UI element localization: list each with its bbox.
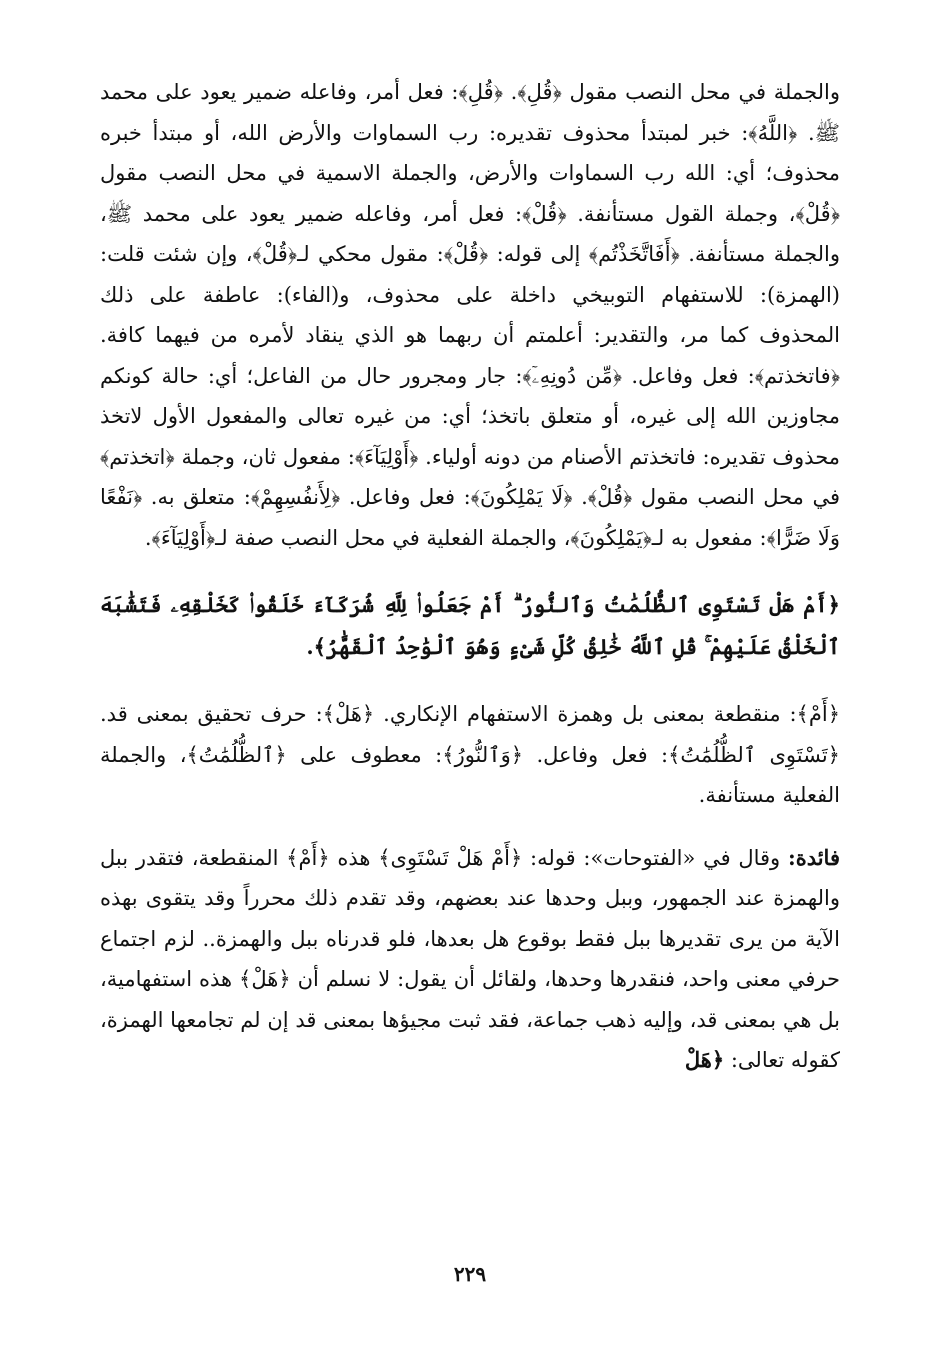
benefit-body xyxy=(100,838,840,1081)
grammar-paragraph-2 xyxy=(100,694,840,816)
quran-verse: ﴿أَمْ هَلْ تَسْتَوِى ٱلظُّلُمَٰتُ وَٱلنُّورُ ۗ أَمْ جَعَلُوا۟ لِلَّهِ شُرَكَآءَ خَلَقُوا۟ كَخَلْقِهِۦ فَتَشَٰبَهَ ٱلْخَلْقُ عَلَيْهِمْ ۚ قُلِ ٱللَّهُ خَٰلِقُ كُلِّ شَىْءٍ وَهُوَ ٱلْوَٰحِدُ ٱلْقَهَّٰرُ﴾. xyxy=(100,592,840,659)
benefit-label: فائدة: xyxy=(787,844,840,870)
benefit-paragraph xyxy=(100,838,840,1081)
page-number: ٢٢٩ xyxy=(453,1262,487,1286)
benefit-tail: ﴿هَلْ xyxy=(684,1047,725,1072)
grammar-paragraph-1 xyxy=(100,72,840,558)
benefit-text: وقال في «الفتوحات»: قوله: ﴿أَمْ هَلْ تَسْتَوِى﴾ هذه ﴿أَمْ﴾ المنقطعة، فتقدر ببل والهمزة عند الجمهور، وببل وحدها عند بعضهم، وقد تقدم ذلك محرراً وقد يتقوى بهذه الآية من يرى تقديرها ببل فقط بوقوع هل بعدها، فلو قدرناه ببل والهمزة.. لزم اجتماع حرفي معنى واحد، فنقدرها وحدها، ولقائل أن يقول: لا نسلم أن ﴿هَلْ﴾ هذه استفهامية، بل هي بمعنى قد، وإليه ذهب جماعة، فقد ثبت مجيؤها بمعنى قد إن لم تجامعها الهمزة، كقوله تعالى: xyxy=(100,845,840,1072)
paragraph-text: ﴿أَمْ﴾: منقطعة بمعنى بل وهمزة الاستفهام الإنكاري. ﴿هَلْ﴾: حرف تحقيق بمعنى قد. ﴿تَسْتَوِى ٱلظُّلُمَٰتُ﴾: فعل وفاعل. ﴿وَٱلنُّورُ﴾: معطوف على ﴿ٱلظُّلُمَٰتُ﴾، والجملة الفعلية مستأنفة. xyxy=(100,702,840,807)
paragraph-text: والجملة في محل النصب مقول ﴿قُلِ﴾. ﴿قُلِ﴾: فعل أمر، وفاعله ضمير يعود على محمد ﷺ. ﴿اللَّهُ﴾: خبر لمبتدأ محذوف تقديره: رب السماوات والأرض الله، أو مبتدأ خبره محذوف؛ أي: الله رب السماوات والأرض، والجملة الاسمية في محل النصب مقول ﴿قُلْ﴾، وجملة القول مستأنفة. ﴿قُلْ﴾: فعل أمر، وفاعله ضمير يعود على محمد ﷺ، والجملة مستأنفة. ﴿أَفَاتَّخَذْتُم﴾ إلى قوله: ﴿قُلْ﴾: مقول محكي لـ﴿قُلْ﴾، وإن شئت قلت: (الهمزة): للاستفهام التوبيخي داخلة على محذوف، و(الفاء): عاطفة على ذلك المحذوف كما مر، والتقدير: أعلمتم أن ربهما هو الذي ينقاد لأمره من فيهما كافة. ﴿فاتخذتم﴾: فعل وفاعل. ﴿مِّن دُونِهِۦٓ﴾: جار ومجرور حال من الفاعل؛ أي: حالة كونكم مجاوزين الله إلى غيره، أو متعلق باتخذ؛ أي: من غيره تعالى والمفعول الأول لاتخذ محذوف تقديره: فاتخذتم الأصنام من دونه أولياء. ﴿أَوْلِيَآءَ﴾: مفعول ثان، وجملة ﴿اتخذتم﴾ في محل النصب مقول ﴿قُلْ﴾. ﴿لَا يَمْلِكُونَ﴾: فعل وفاعل. ﴿لِأَنفُسِهِمْ﴾: متعلق به. ﴿نَفْعًا وَلَا ضَرًّا﴾: مفعول به لـ﴿يَمْلِكُونَ﴾، والجملة الفعلية في محل النصب صفة لـ﴿أَوْلِيَآءَ﴾. xyxy=(100,80,840,550)
paragraph-gap xyxy=(100,816,840,838)
